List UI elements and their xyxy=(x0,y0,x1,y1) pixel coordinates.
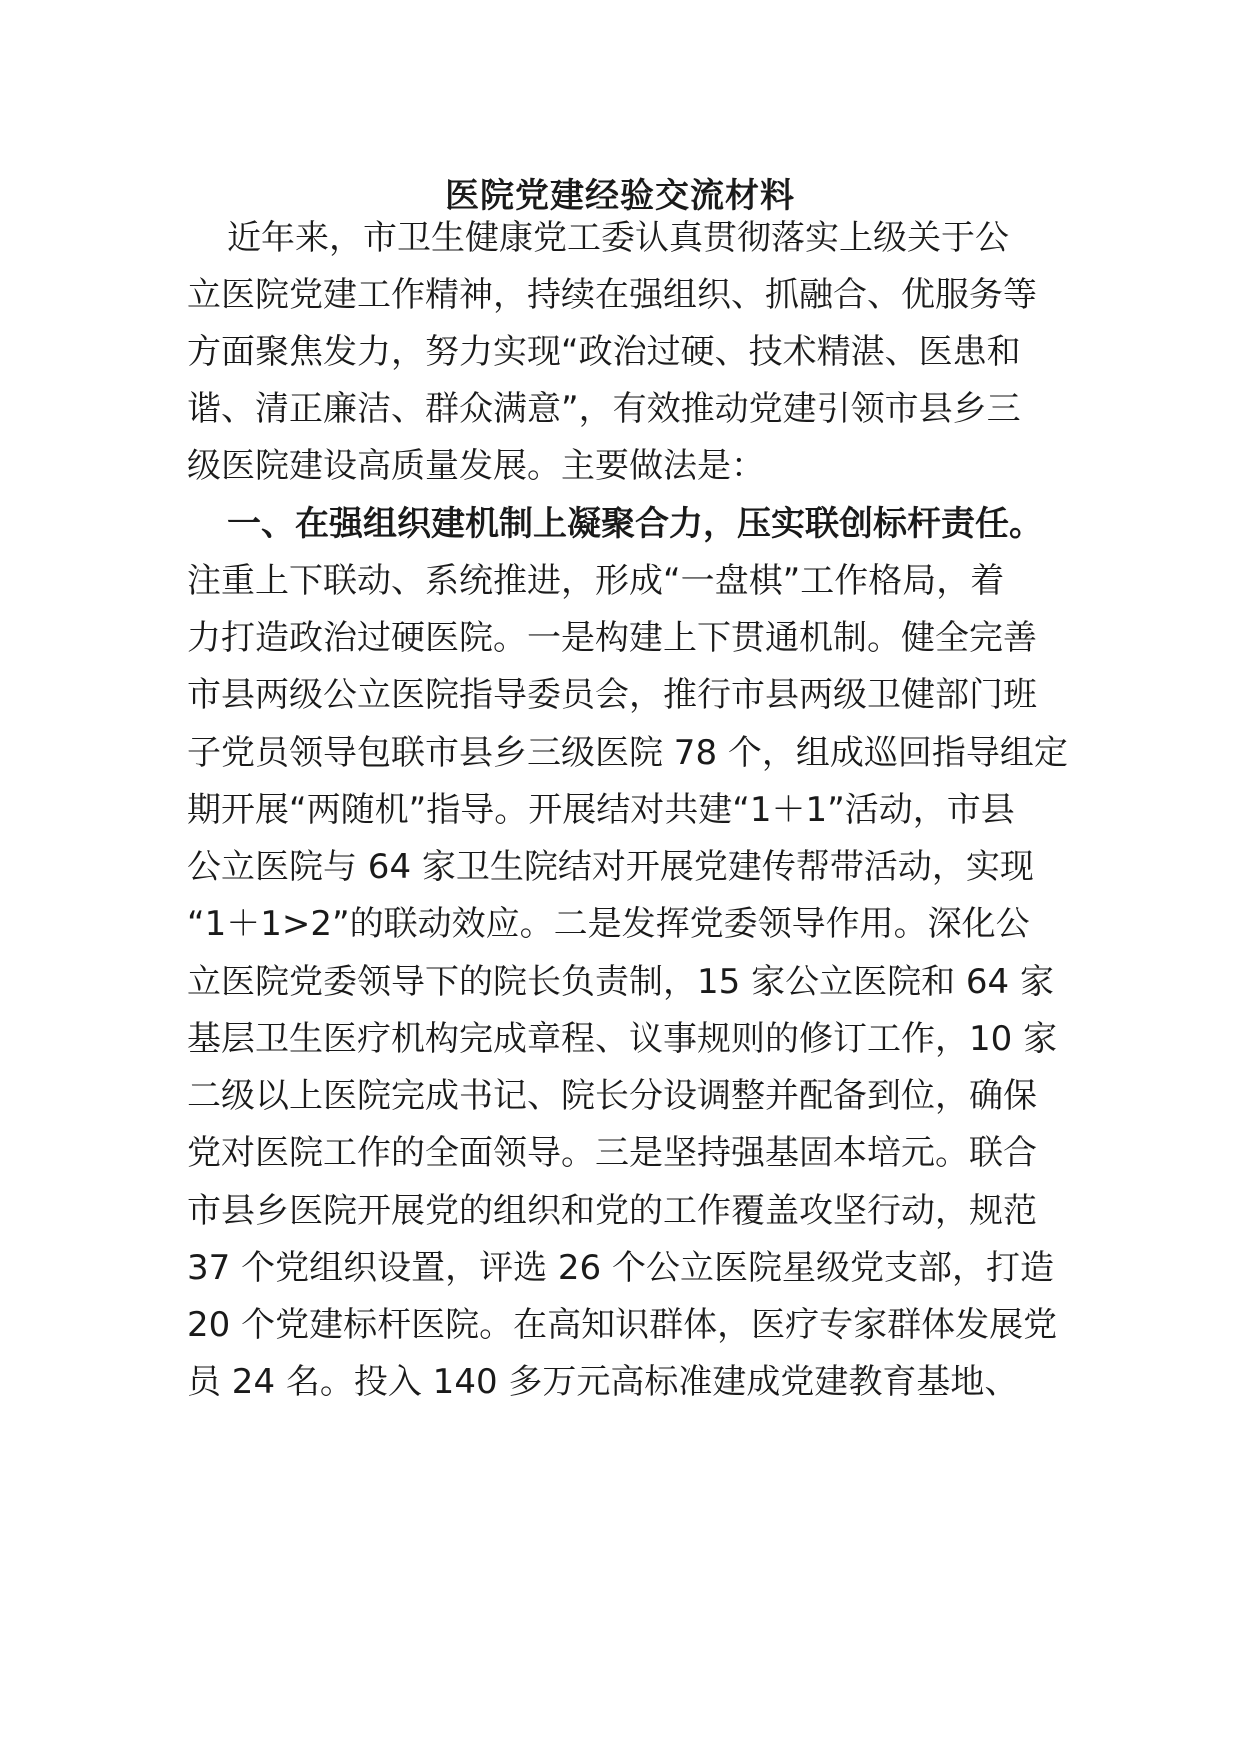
text-line: 二级以上医院完成书记、院长分设调整并配备到位，确保 xyxy=(187,1076,1037,1116)
section-heading: 一、在强组织建机制上凝聚合力，压实联创标杆责任。 xyxy=(227,504,1043,544)
text-line: 公立医院与 64 家卫生院结对开展党建传帮带活动，实现 xyxy=(187,847,1034,887)
text-line: 37 个党组织设置，评选 26 个公立医院星级党支部，打造 xyxy=(187,1248,1054,1288)
text-line: 谐、清正廉洁、群众满意”，有效推动党建引领市县乡三 xyxy=(187,389,1021,429)
text-line: 市县两级公立医院指导委员会，推行市县两级卫健部门班 xyxy=(187,675,1037,715)
text-line: 注重上下联动、系统推进，形成“一盘棋”工作格局，着 xyxy=(187,561,1005,601)
text-line: 期开展“两随机”指导。开展结对共建“1＋1”活动，市县 xyxy=(187,790,1015,830)
text-line: 力打造政治过硬医院。一是构建上下贯通机制。健全完善 xyxy=(187,618,1037,658)
text-line: 子党员领导包联市县乡三级医院 78 个，组成巡回指导组定 xyxy=(187,733,1068,773)
text-line: 立医院党建工作精神，持续在强组织、抓融合、优服务等 xyxy=(187,275,1037,315)
text-line: 基层卫生医疗机构完成章程、议事规则的修订工作，10 家 xyxy=(187,1019,1058,1059)
document-title: 医院党建经验交流材料 xyxy=(445,176,795,216)
text-line: 近年来，市卫生健康党工委认真贯彻落实上级关于公 xyxy=(227,218,1009,258)
text-line: 方面聚焦发力，努力实现“政治过硬、技术精湛、医患和 xyxy=(187,332,1021,372)
text-line: “1＋1>2”的联动效应。二是发挥党委领导作用。深化公 xyxy=(187,904,1030,944)
text-line: 级医院建设高质量发展。主要做法是： xyxy=(187,446,765,486)
text-line: 立医院党委领导下的院长负责制，15 家公立医院和 64 家 xyxy=(187,962,1054,1002)
text-line: 党对医院工作的全面领导。三是坚持强基固本培元。联合 xyxy=(187,1133,1037,1173)
text-line: 市县乡医院开展党的组织和党的工作覆盖攻坚行动，规范 xyxy=(187,1191,1037,1231)
text-line: 员 24 名。投入 140 多万元高标准建成党建教育基地、 xyxy=(187,1362,1019,1402)
text-line: 20 个党建标杆医院。在高知识群体，医疗专家群体发展党 xyxy=(187,1305,1058,1345)
